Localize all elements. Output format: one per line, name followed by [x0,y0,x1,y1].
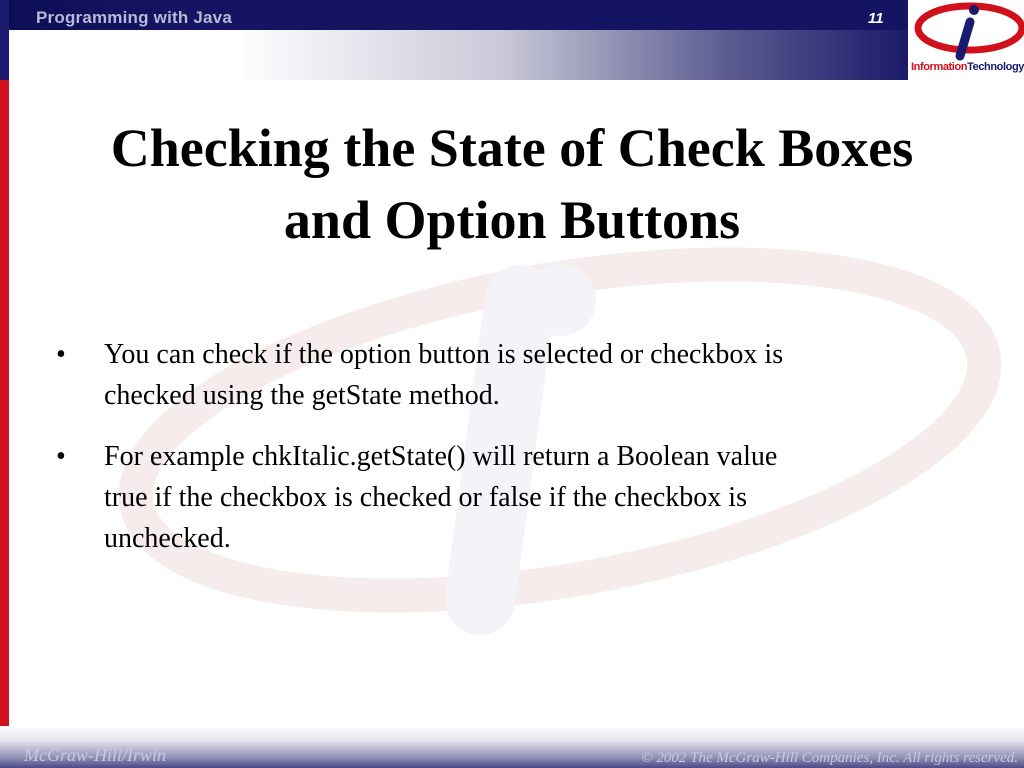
slide-title-line-2: and Option Buttons [283,190,741,250]
bullet-line: true if the checkbox is checked or false if the checkbox is [104,482,747,513]
left-red-bar [0,80,9,740]
logo-word-information: Information [911,61,968,73]
course-title: Programming with Java [36,8,232,27]
bullet-line: unchecked. [104,523,231,554]
bullet-text [104,334,964,416]
slide-number: 11 [868,10,884,27]
footer-publisher: McGraw-Hill/Irwin [24,745,166,765]
bullet-line: For example chkItalic.getState() will return a Boolean value [104,441,778,472]
bullet-symbol: • [56,339,66,370]
left-bar-top [0,0,9,80]
header-gradient [9,30,910,80]
bullet-text [104,436,964,559]
bullet-symbol: • [56,441,66,472]
logo-text [911,61,1024,73]
information-technology-logo [908,0,1024,80]
footer-copyright: © 2002 The McGraw-Hill Companies, Inc. All rights reserved. [641,750,1018,766]
slide-title-line-1: Checking the State of Check Boxes [110,118,914,178]
bullet-line: checked using the getState method. [104,380,500,411]
logo-word-technology: Technology [967,61,1024,73]
slide-title [20,112,1004,256]
bullet-line: You can check if the option button is selected or checkbox is [104,339,784,370]
